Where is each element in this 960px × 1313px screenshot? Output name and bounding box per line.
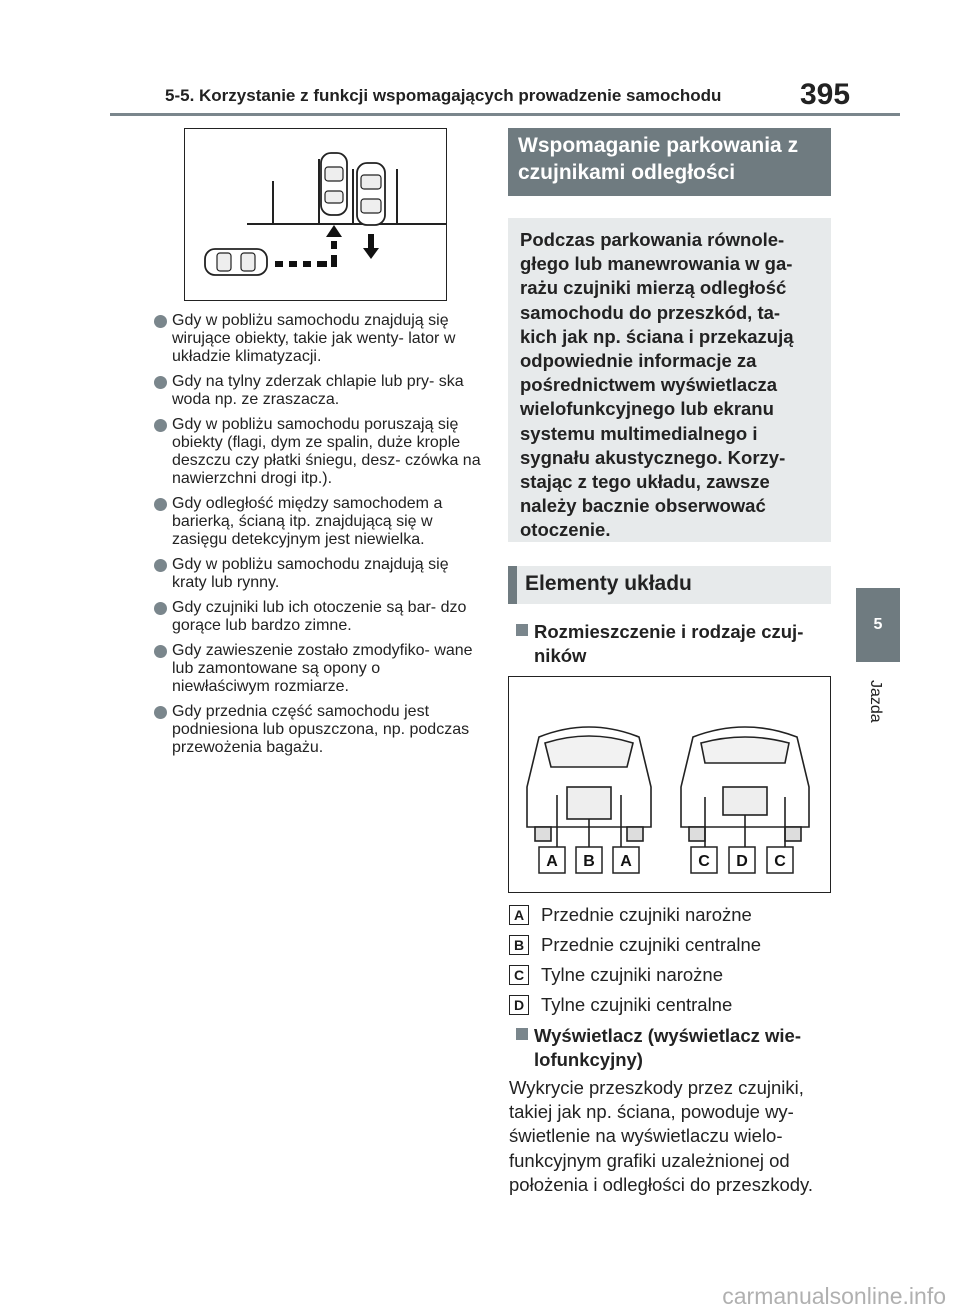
- subheading-display: [516, 1024, 831, 1072]
- figure-label-a-left: A: [546, 853, 558, 870]
- bullet-item: [152, 642, 482, 696]
- legend-text: Tylne czujniki centralne: [541, 994, 733, 1015]
- bullet-dot-icon: [154, 498, 167, 511]
- square-bullet-icon: [516, 1028, 528, 1040]
- chapter-number: 5: [873, 616, 883, 633]
- legend-text: Tylne czujniki narożne: [541, 964, 724, 985]
- legend-text: Przednie czujniki narożne: [541, 904, 752, 925]
- bullet-text: Gdy przednia część samochodu jest podniesiona lub opuszczona, np. podczas przewożenia bagażu.: [172, 703, 470, 756]
- bullet-item: [152, 373, 482, 409]
- bullet-item: [152, 599, 482, 635]
- intro-text: Podczas parkowania równole- głego lub manewrowania w ga- rażu czujniki mierzą odległość samochodu do przeszkód, ta- kich jak np. ściana i przekazują odpowiednie informacje za pośrednictwem wyświetlacza wielofunkcyjnego lub ekranu systemu multimedialnego i sygnału akustycznego. Korzy- stając z tego układu, zawsze należy bacznie obserwować otoczenie.: [520, 229, 794, 541]
- legend-key: D: [509, 995, 529, 1015]
- section-title-parking-assist: Wspomaganie parkowania z czujnikami odległości: [508, 128, 831, 196]
- car-moving: [321, 153, 347, 215]
- bullet-text: Gdy odległość między samochodem a barierką, ścianą itp. znajdującą się w zasięgu detekcyjnym jest niewielka.: [172, 495, 443, 548]
- chapter-tab[interactable]: [856, 588, 900, 662]
- legend-row: [509, 904, 752, 926]
- bullet-item: [152, 495, 482, 549]
- rear-car: [681, 727, 809, 847]
- square-bullet-icon: [516, 624, 528, 636]
- bullet-text: Gdy w pobliżu samochodu znajdują się wirujące obiekty, takie jak wenty- lator w układzie klimatyzacji.: [172, 312, 456, 365]
- bullet-text: Gdy na tylny zderzak chlapie lub pry- ska woda np. ze zraszacza.: [172, 373, 464, 408]
- bullet-text: Gdy zawieszenie zostało zmodyfiko- wane lub zamontowane są opony o niewłaściwym rozmiarze.: [172, 642, 473, 695]
- bullet-item: [152, 703, 482, 757]
- bullet-item: [152, 312, 482, 366]
- bullet-dot-icon: [154, 376, 167, 389]
- figure-label-d: D: [736, 853, 748, 870]
- subheading-text: Rozmieszczenie i rodzaje czuj- ników: [534, 621, 804, 666]
- car-start: [205, 249, 267, 275]
- legend-key: C: [509, 965, 529, 985]
- intro-box: [508, 218, 831, 542]
- legend-key: A: [509, 905, 529, 925]
- figure-label-b: B: [583, 853, 595, 870]
- bullet-text: Gdy czujniki lub ich otoczenie są bar- dzo gorące lub bardzo zimne.: [172, 599, 467, 634]
- sensor-layout-illustration: [508, 676, 831, 893]
- parking-diagram: [185, 129, 446, 300]
- chapter-label: Jazda: [867, 680, 884, 723]
- page-header-title: 5-5. Korzystanie z funkcji wspomagających prowadzenie samochodu: [165, 86, 722, 105]
- warning-bullet-list: [152, 312, 482, 764]
- bullet-dot-icon: [154, 645, 167, 658]
- figure-label-a-right: A: [620, 853, 632, 870]
- bullet-dot-icon: [154, 559, 167, 572]
- parking-illustration: [184, 128, 447, 301]
- sensor-diagram: [509, 677, 830, 892]
- header-divider: [110, 113, 900, 116]
- legend-row: [509, 964, 723, 986]
- front-car: [527, 727, 651, 847]
- bullet-text: Gdy w pobliżu samochodu znajdują się kraty lub rynny.: [172, 556, 449, 591]
- page-number: 395: [800, 78, 851, 111]
- subheading-sensor-layout: [516, 620, 831, 668]
- bullet-dot-icon: [154, 706, 167, 719]
- bullet-item: [152, 416, 482, 488]
- bullet-item: [152, 556, 482, 592]
- bullet-dot-icon: [154, 602, 167, 615]
- bullet-text: Gdy w pobliżu samochodu poruszają się obiekty (flagi, dym ze spalin, duże krople deszczu czy płatki śniegu, desz- czówka na nawierzchni drogi itp.).: [172, 416, 481, 487]
- legend-row: [509, 934, 761, 956]
- watermark: carmanualsonline.info: [722, 1283, 946, 1309]
- legend-key: B: [509, 935, 529, 955]
- car-parked: [357, 163, 385, 225]
- display-description: Wykrycie przeszkody przez czujniki, takiej jak np. ściana, powoduje wy- świetlenie na wyświetlaczu wielo- funkcyjnym grafiki uzależnionej od położenia i odległości do przeszkody.: [509, 1077, 814, 1195]
- section-title-components: Elementy układu: [508, 566, 831, 604]
- legend-row: [509, 994, 732, 1016]
- subheading-text: Wyświetlacz (wyświetlacz wie- lofunkcyjny): [534, 1025, 801, 1070]
- path-arrow-dashed: [275, 225, 342, 267]
- bullet-dot-icon: [154, 315, 167, 328]
- legend-text: Przednie czujniki centralne: [541, 934, 762, 955]
- figure-label-c-left: C: [698, 853, 710, 870]
- figure-label-c-right: C: [774, 853, 786, 870]
- bullet-dot-icon: [154, 419, 167, 432]
- reverse-arrow: [363, 234, 379, 259]
